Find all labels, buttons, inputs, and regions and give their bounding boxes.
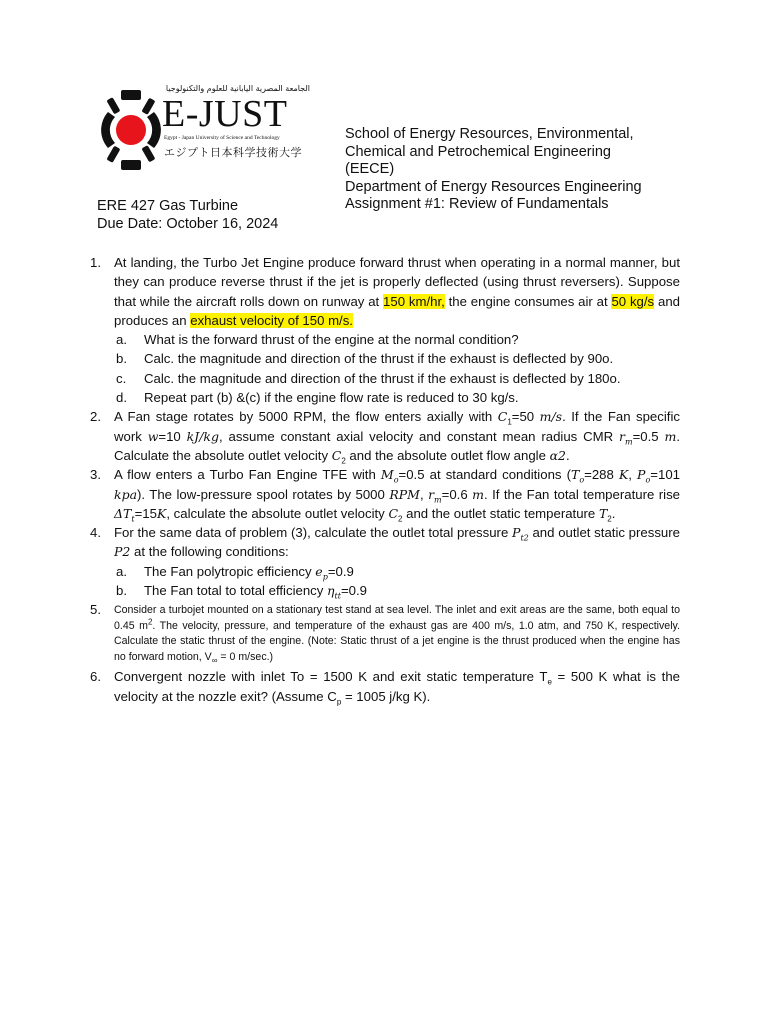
highlighted-exhaust-velocity: exhaust velocity of 150 m/s. (190, 312, 353, 328)
question-text: =288 (584, 467, 619, 483)
question-text: At landing, the Turbo Jet Engine produce forward thrust when operating in a normal manner, but they can produce reverse thrust if the jet is properly deflected (using thrust reversers). Suppose that while the aircraft rolls down on runway at (114, 255, 680, 309)
question-1b (114, 349, 680, 368)
question-text: at the following conditions: (130, 544, 289, 560)
question-text: , assume constant axial velocity and constant mean radius CMR (218, 428, 619, 444)
school-line: Chemical and Petrochemical Engineering (345, 143, 611, 160)
logo-english-text: Egypt - Japan University of Science and Technology (164, 135, 280, 141)
sub-text: Calc. the magnitude and direction of the thrust if the exhaust is deflected by 90o. (144, 351, 614, 367)
question-4b: b. The Fan total to total efficiency $\eta_{tt}=0.9$ (116, 583, 367, 601)
sub-text: The Fan total to total efficiency (144, 583, 328, 599)
question-number: 2. (90, 409, 101, 425)
ejust-emblem-icon (100, 90, 162, 170)
question-text: =15 (134, 505, 157, 521)
sub-letter: d. (116, 390, 127, 406)
school-line: (EECE) (345, 161, 395, 177)
question-text: ). The low-pressure spool rotates by 5000 (137, 486, 390, 502)
due-date: Due Date: October 16, 2024 (97, 215, 279, 232)
sub-letter: b. (116, 351, 127, 367)
question-text: , calculate the absolute outlet velocity (166, 505, 389, 521)
logo-japanese-text: エジプト日本科学技術大学 (164, 146, 302, 159)
question-1d (114, 388, 680, 407)
question-6: 6. Convergent nozzle with inlet To = 1500 K and exit static temperature $T_e = 500$ K what is the velocity at the nozzle exit? (Assume $C_p = 1005$ j/kg K). (90, 669, 680, 707)
question-text: and the outlet static temperature (402, 505, 599, 521)
question-number: 4. (90, 525, 101, 541)
question-text: , (419, 486, 429, 502)
highlighted-mass-flow: 50 kg/s (611, 293, 655, 309)
question-1a (114, 330, 680, 349)
question-number: 1. (90, 255, 101, 270)
sub-letter: a. (116, 563, 127, 579)
question-text: A flow enters a Turbo Fan Engine TFE with (114, 467, 381, 483)
question-text: . The velocity, pressure, and temperature of the exhaust gas are 400 m/s, 1.0 atm, and 750 K, respectively. Calculate the static thrust of the engine. (Note: Static thrust of a jet engine is the thrust produced when the engine has no forward motion, V (114, 619, 680, 663)
question-number: 3. (90, 467, 101, 483)
question-text: . (611, 505, 616, 521)
question-text: A Fan stage rotates by 5000 RPM, the flow enters axially with (114, 409, 498, 425)
sub-text: Calc. the magnitude and direction of the thrust if the exhaust is deflected by 180o. (144, 370, 621, 386)
question-text: the engine consumes air at (444, 293, 612, 309)
question-text: . If the Fan total temperature rise (483, 486, 680, 502)
question-text: =10 (158, 428, 187, 444)
logo-wordmark: E-JUST (162, 93, 288, 135)
question-3: 3. A flow enters a Turbo Fan Engine TFE with $M_o=0.5$ at standard conditions ($T_o=288$ K, $P_o=101$ kpa). The low-pressure spool rotates by 5000 RPM, $r_m=0.6$ m. If the Fan total temperature rise $\Delta T_t=15K$, calculate the absolute outlet velocity $C_2$ and the outlet static temperature $T_2$. (90, 467, 680, 524)
sub-value: =0.9 (327, 563, 354, 579)
sub-letter: a. (116, 332, 127, 348)
assignment-title: Assignment #1: Review of Fundamentals (345, 196, 609, 212)
question-text: For the same data of problem (3), calculate the outlet total pressure (114, 525, 513, 541)
question-text: =0.5 at standard conditions ( (398, 467, 571, 483)
question-text: =0.6 (441, 486, 473, 502)
sub-text: Repeat part (b) &(c) if the engine flow rate is reduced to 30 kg/s. (144, 390, 519, 406)
question-text: and the absolute outlet flow angle (345, 447, 550, 463)
question-text: =50 (511, 409, 540, 425)
school-header (345, 126, 675, 214)
question-number: 5. (90, 602, 101, 618)
sub-text: The Fan polytropic efficiency (144, 563, 316, 579)
question-number: 6. (90, 669, 101, 685)
department-line: Department of Energy Resources Engineering (345, 178, 642, 195)
question-2: 2. A Fan stage rotates by 5000 RPM, the flow enters axially with $C_1=50$ m/s. If the Fan specific work w=10 kJ/kg, assume constant axial velocity and constant mean radius CMR $r_m=0.5$ m. Calculate the absolute outlet velocity $C_2$ and the absolute outlet flow angle α2. (90, 409, 680, 466)
question-text: and outlet static pressure (528, 525, 680, 541)
question-text: =101 (650, 467, 680, 483)
school-line: School of Energy Resources, Environmental, (345, 126, 634, 142)
question-1c (114, 369, 680, 388)
question-text: = 500 K what is the velocity at the nozzle exit? (Assume C (114, 669, 680, 704)
question-text: . (566, 447, 570, 463)
question-4: 4. For the same data of problem (3), calculate the outlet total pressure $P_{t2}$ and outlet static pressure P2 at the following conditions: (90, 525, 680, 560)
course-info (97, 198, 278, 233)
sub-letter: b. (116, 583, 127, 599)
question-5: 5. Consider a turbojet mounted on a stationary test stand at sea level. The inlet and exit areas are the same, both equal to 0.45 $m^2$. The velocity, pressure, and temperature of the exhaust gas are 400 m/s, 1.0 atm, and 750 K, respectively. Calculate the static thrust of the engine. (Note: Static thrust of a jet engine is the thrust produced when the engine has no forward motion, $V_\infty = 0$ m/sec.) (90, 602, 680, 665)
question-text: Convergent nozzle with inlet To = 1500 K and exit static temperature T (114, 669, 548, 685)
sub-value: =0.9 (340, 583, 367, 599)
question-list (80, 253, 680, 706)
sub-text: What is the forward thrust of the engine at the normal condition? (144, 332, 519, 348)
logo-arabic-text: الجامعة المصرية اليابانية للعلوم والتكنولوجيا (165, 84, 310, 93)
question-1 (80, 253, 680, 330)
question-text: Consider a turbojet mounted on a stationary test stand at sea level. The inlet and exit areas are the same, both equal to 0.45 m (114, 604, 680, 632)
sub-letter: c. (116, 370, 127, 386)
question-text: . If the Fan specific work (114, 409, 680, 444)
question-text: = 0 m/sec.) (217, 650, 274, 663)
course-title: ERE 427 Gas Turbine (97, 198, 239, 214)
question-text: =0.5 (632, 428, 665, 444)
question-text: = 1005 j/kg K). (341, 688, 431, 704)
question-4a: a. The Fan polytropic efficiency $e_p=0.9$ (116, 563, 354, 582)
highlighted-speed: 150 km/hr, (383, 293, 445, 309)
question-text: , (628, 467, 638, 483)
ejust-logo (100, 84, 310, 170)
question-text: and produces an (114, 293, 680, 328)
question-text: . Calculate the absolute outlet velocity (114, 428, 680, 463)
